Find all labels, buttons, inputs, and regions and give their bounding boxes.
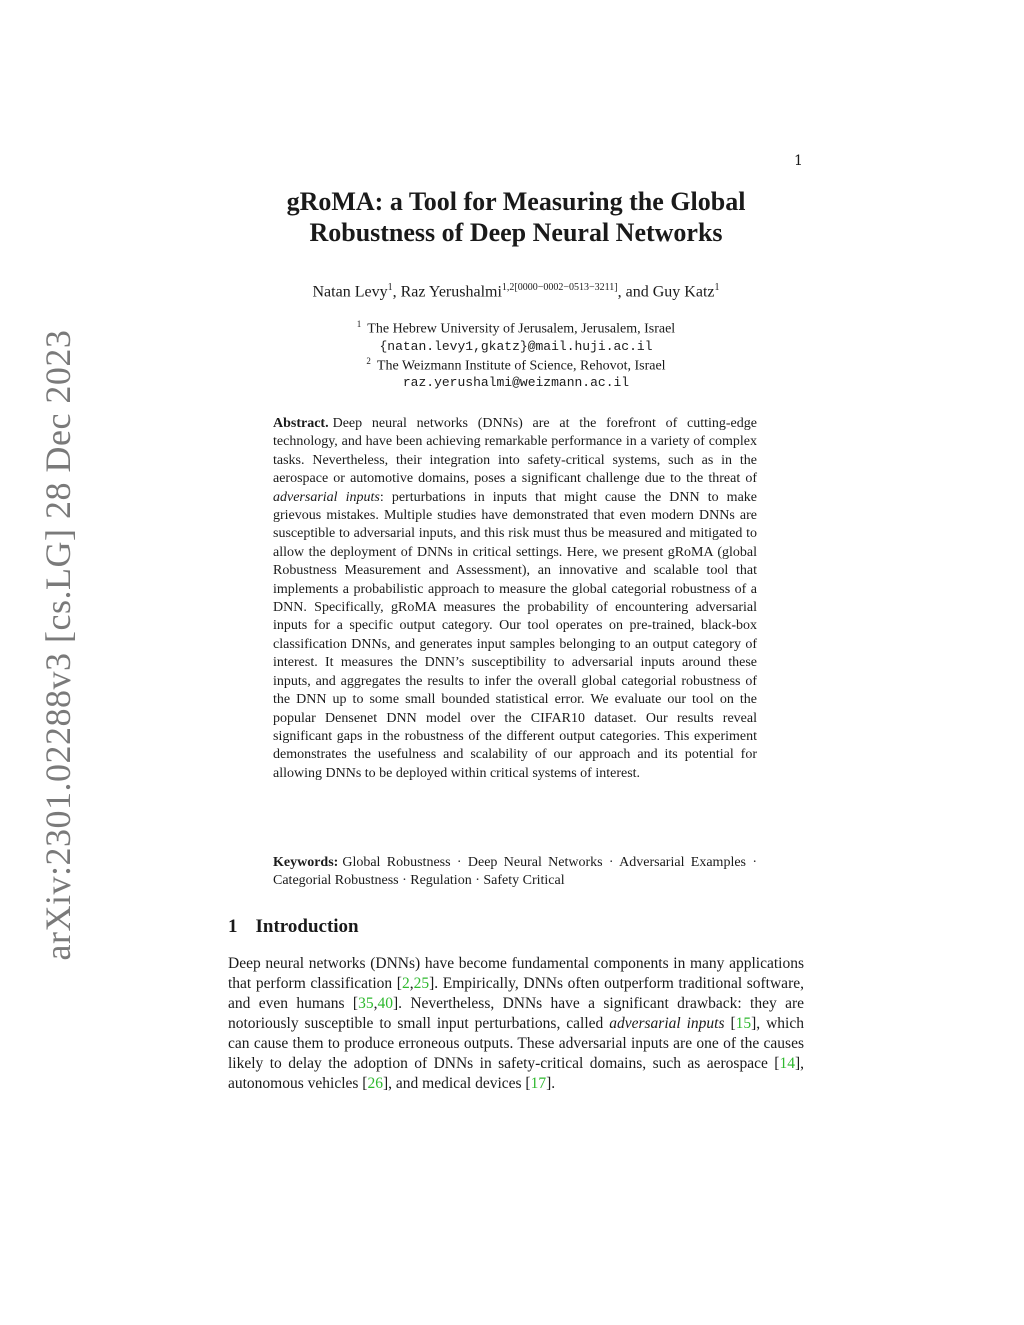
section-title: Introduction bbox=[255, 916, 359, 937]
title-line-2: Robustness of Deep Neural Networks bbox=[309, 218, 723, 247]
abstract-text: Deep neural networks (DNNs) are at the forefront of cutting-edge technology, and have been achieving remarkable performance in a variety of complex tasks. Nevertheless, their integration into safety-critical systems, such as in the aerospace or automotive domains, poses a significant challenge due to the threat of bbox=[273, 416, 757, 487]
section-heading bbox=[228, 916, 359, 938]
keywords bbox=[273, 854, 757, 891]
affiliation-2 bbox=[228, 356, 804, 375]
author-name: Guy Katz bbox=[652, 283, 715, 301]
body-text: , bbox=[373, 995, 378, 1012]
citation-link[interactable]: 14 bbox=[779, 1055, 795, 1072]
paper-title bbox=[228, 186, 804, 248]
author-affil-mark: 1 bbox=[714, 282, 720, 293]
abstract-label: Abstract. bbox=[273, 416, 329, 431]
author-affil-mark: 1 bbox=[387, 282, 393, 293]
body-text: , bbox=[409, 975, 414, 992]
affiliation-1-email: {natan.levy1,gkatz}@mail.huji.ac.il bbox=[379, 339, 653, 354]
body-text: ], autonomous vehicles [ bbox=[228, 1055, 804, 1092]
affiliation-1 bbox=[228, 319, 804, 338]
body-text: ]. Empirically, DNNs often outperform traditional software, and even humans [ bbox=[228, 975, 804, 1012]
citation-link[interactable]: 25 bbox=[413, 975, 430, 992]
section-number: 1 bbox=[228, 916, 238, 937]
body-text: ]. bbox=[546, 1075, 556, 1092]
keywords-text: Global Robustness · Deep Neural Networks · Adversarial Examples · Categorial Robustness · Regulation · Safety Critical bbox=[273, 855, 757, 889]
body-text: ]. Nevertheless, DNNs have a significant drawback: they are notoriously susceptible to small input perturbations, called bbox=[228, 995, 804, 1032]
body-text: ], and medical devices [ bbox=[382, 1075, 531, 1092]
body-emphasis: adversarial inputs bbox=[609, 1015, 725, 1032]
citation-link[interactable]: 15 bbox=[735, 1015, 752, 1032]
author-separator: , and bbox=[617, 283, 653, 301]
affiliation-name: The Weizmann Institute of Science, Rehovot, Israel bbox=[376, 358, 666, 374]
citation-link[interactable]: 35 bbox=[358, 995, 374, 1012]
keywords-label: Keywords: bbox=[273, 855, 339, 870]
author-list bbox=[228, 282, 804, 301]
abstract bbox=[273, 415, 757, 783]
author-name: Natan Levy bbox=[312, 283, 388, 301]
title-line-1: gRoMA: a Tool for Measuring the Global bbox=[286, 187, 746, 216]
author-name: Raz Yerushalmi bbox=[400, 283, 502, 301]
body-text: Deep neural networks (DNNs) have become fundamental components in many applications that perform classification [ bbox=[228, 955, 804, 992]
citation-link[interactable]: 26 bbox=[367, 1075, 383, 1092]
affiliation-2-email: raz.yerushalmi@weizmann.ac.il bbox=[402, 375, 630, 390]
affiliation-mark: 1 bbox=[356, 319, 362, 329]
author-separator: , bbox=[392, 283, 401, 301]
abstract-text: : perturbations in inputs that might cause the DNN to make grievous mistakes. Multiple studies have demonstrated that even modern DNNs are susceptible to adversarial inputs, and this risk must thus be measured and mitigated to allow the deployment of DNNs in critical settings. Here, we present gRoMA (global Robustness Measurement and Assessment), an innovative and scalable tool that implements a probabilistic approach to measure the global categorial robustness of a DNN. Specifically, gRoMA measures the probability of encountering adversarial inputs for a specific output category. Our tool operates on pre-trained, black-box classification DNNs, and generates input samples belonging to an output category of interest. It measures the DNN’s susceptibility to adversarial inputs around these inputs, and aggregates the results to infer the overall global categorial robustness of the DNN up to some small bounded statistical error. We evaluate our tool on the popular Densenet DNN model over the CIFAR10 dataset. Our results reveal significant gaps in the robustness of the different output categories. This experiment demonstrates the usefulness and scalability of our approach and its potential for allowing DNNs to be deployed within critical systems of interest. bbox=[273, 489, 757, 781]
page-number: 1 bbox=[794, 153, 803, 169]
body-text: ], which can cause them to produce erroneous outputs. These adversarial inputs are one of the causes likely to delay the adoption of DNNs in safety-critical domains, such as aerospace [ bbox=[228, 1015, 804, 1072]
arxiv-identifier: arXiv:2301.02288v3 [cs.LG] 28 Dec 2023 bbox=[38, 329, 78, 961]
affiliation-mark: 2 bbox=[366, 356, 371, 366]
author-affil-mark: 1,2[0000−0002−0513−3211] bbox=[501, 282, 618, 293]
citation-link[interactable]: 17 bbox=[530, 1075, 547, 1092]
introduction-paragraph bbox=[228, 954, 804, 1094]
affiliation-name: The Hebrew University of Jerusalem, Jerusalem, Israel bbox=[367, 321, 676, 337]
abstract-emphasis: adversarial inputs bbox=[273, 489, 380, 505]
citation-link[interactable]: 2 bbox=[401, 975, 410, 992]
body-text: [ bbox=[724, 1015, 736, 1032]
citation-link[interactable]: 40 bbox=[377, 995, 393, 1012]
